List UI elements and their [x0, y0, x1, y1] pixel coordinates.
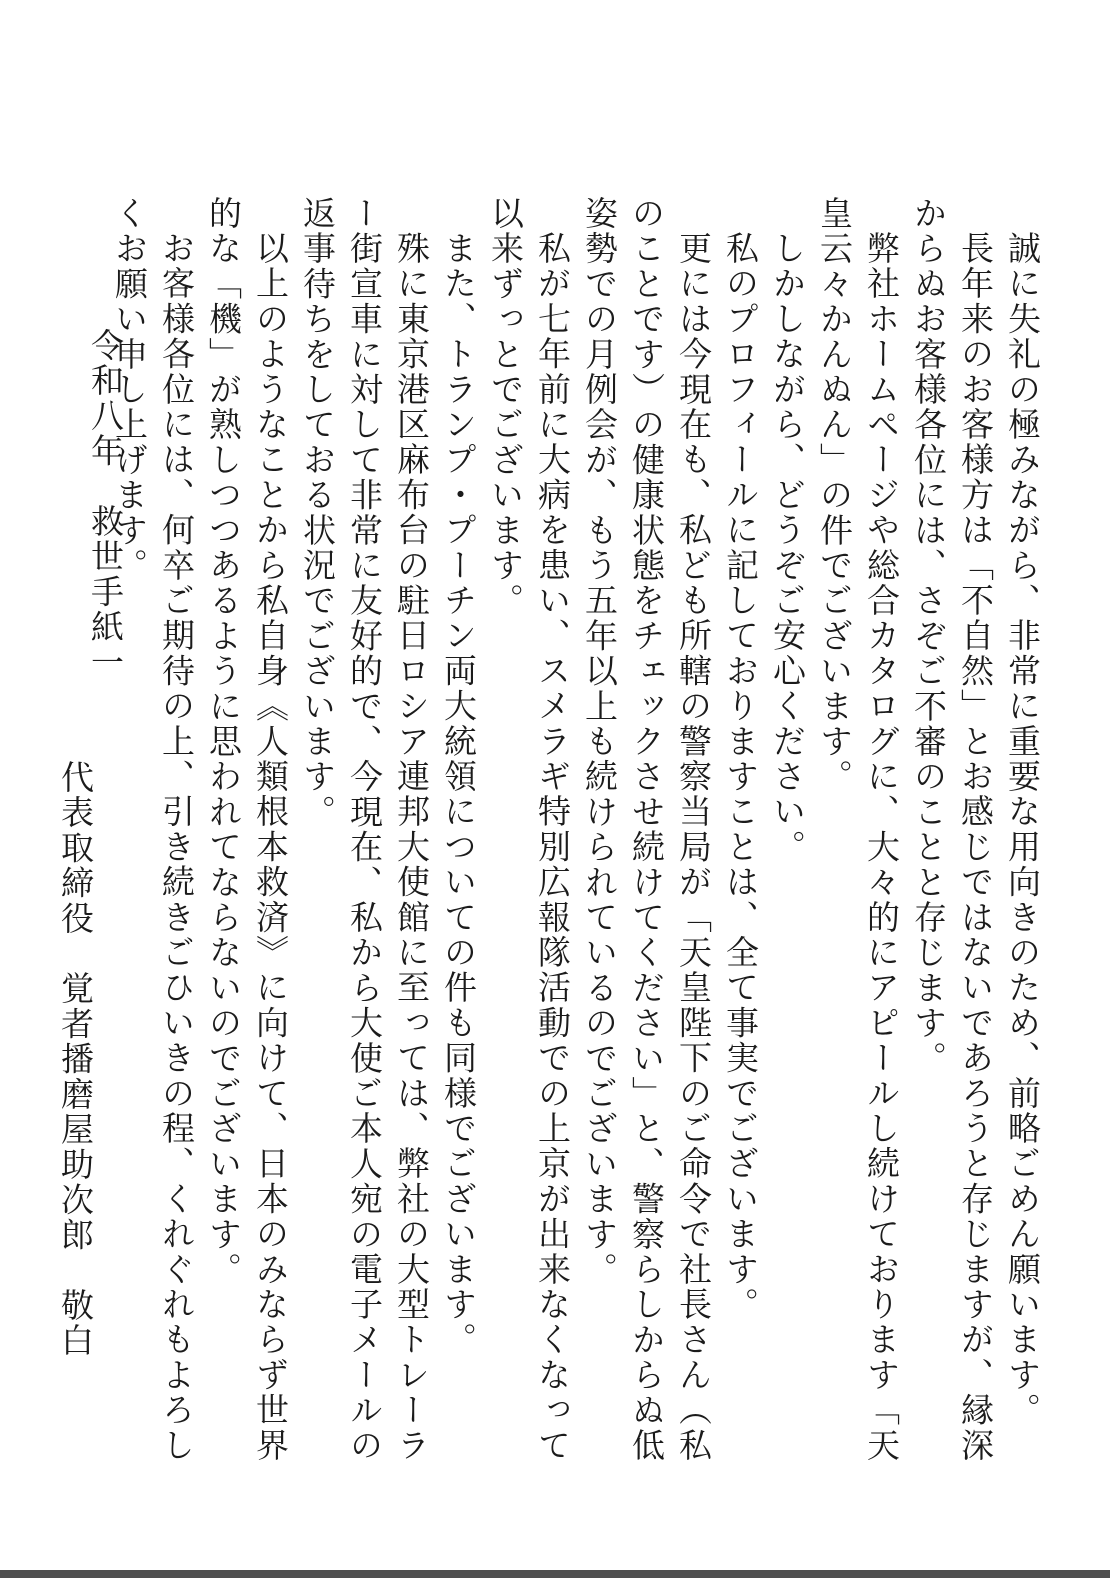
letter-paragraph: 以上のようなことから私自身《人類根本救済》に向けて、日本のみならず世界的な「機」が熟しつつあるように思われてならないのでございます。: [204, 196, 290, 1463]
signature-line: 代表取締役 覚者播磨屋助次郎 敬白: [56, 760, 95, 1359]
letter-paragraph: 殊に東京港区麻布台の駐日ロシア連邦大使館に至っては、弊社の大型トレーラー街宣車に対して非常に友好的で、今現在、私から大使ご本人宛の電子メールの返事待ちをしておる状況でございます。: [298, 196, 431, 1464]
letter-paragraph: 長年来のお客様方は「不自然」とお感じではないであろうと存じますが、縁深からぬお客様各位には、さぞご不審のことと存じます。: [909, 196, 995, 1463]
page-bottom-edge: [0, 1570, 1110, 1578]
letter-body: [106, 196, 1046, 1466]
letter-paragraph: 私のプロフィールに記しておりますことは、全て事実でございます。: [721, 231, 760, 1323]
letter-paragraph: 弊社ホームページや総合カタログに、大々的にアピールし続けております「天皇云々かんぬん」の件でございます。: [815, 196, 901, 1463]
letter-paragraph: お客様各位には、何卒ご期待の上、引き続きごひいきの程、くれぐれもよろしくお願い申し上げます。: [110, 196, 196, 1463]
letter-paragraph: また、トランプ・プーチン両大統領についての件も同様でございます。: [439, 231, 478, 1358]
letter-paragraph: しかしながら、どうぞご安心ください。: [768, 231, 807, 865]
letter-paragraph: 誠に失礼の極みながら、非常に重要な用向きのため、前略ごめん願います。: [1003, 231, 1042, 1428]
letter-paragraph: 私が七年前に大病を患い、スメラギ特別広報隊活動での上京が出来なくなって以来ずっとでございます。: [486, 196, 572, 1463]
letter-paragraph: 更には今現在も、私ども所轄の警察当局が「天皇陛下のご命令で社長さん（私のことです）の健康状態をチェックさせ続けてください」と、警察らしからぬ低姿勢での月例会が、もう五年以上も続けられているのでございます。: [580, 196, 713, 1464]
date-line: 令和八年 救世手紙一: [86, 328, 125, 680]
